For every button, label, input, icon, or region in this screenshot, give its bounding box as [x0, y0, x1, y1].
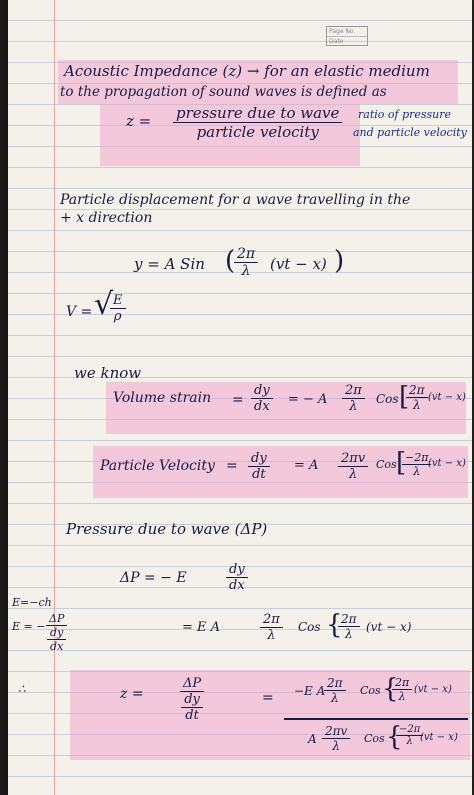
therefore-bullet: ∴ [18, 682, 26, 696]
final-num-ea: −E A [294, 684, 326, 698]
ratio-note-1: ratio of pressure [358, 108, 452, 121]
final-main-fraction-bar [284, 718, 468, 720]
final-den-a: A [308, 732, 317, 746]
displacement-line-1: Particle displacement for a wave travelling in the [60, 192, 411, 208]
volume-strain-two-pi-lambda: $\frac{2\pi}{\lambda}$ [342, 383, 365, 414]
delta-p-vt-x: (vt − x) [366, 620, 412, 634]
y-equation-lhs: y = A Sin [134, 255, 205, 273]
particle-velocity-cos: Cos [376, 458, 397, 471]
particle-velocity-eq: = [226, 458, 238, 474]
delta-p-two-pi-lambda: $\frac{2\pi}{\lambda}$ [260, 612, 283, 643]
final-eq: = [262, 690, 274, 706]
particle-velocity-dy-dt: $\frac{dy}{dt}$ [248, 451, 270, 482]
volume-strain-dy-dx: $\frac{dy}{dx}$ [251, 383, 273, 414]
z-num-pressure: pressure due to wave [173, 104, 342, 123]
particle-velocity-vt-x: (vt − x) [428, 458, 466, 469]
ratio-note-2: and particle velocity [353, 126, 467, 139]
y-paren-close: ) [334, 246, 345, 276]
final-num-vt-x: (vt − x) [414, 684, 452, 695]
volume-strain-label: Volume strain [113, 390, 212, 406]
intro-line-1: Acoustic Impedance (z) → for an elastic medium [64, 62, 430, 80]
final-dp-over-dy-dt: ΔP dy dt [180, 676, 204, 723]
z-definition-lhs: z = [126, 112, 152, 130]
side-note-2: E = − [12, 620, 46, 633]
final-num-two-pi-lambda: $\frac{2\pi}{\lambda}$ [324, 676, 346, 705]
volume-strain-cos: Cos [376, 392, 399, 406]
delta-p-expansion-eq: = E A [182, 620, 221, 635]
volume-strain-minus-a: = − A [288, 392, 328, 407]
volume-strain-inner: $\frac{2\pi}{\lambda}$ [406, 383, 428, 412]
volume-strain-vt-x: (vt − x) [428, 392, 466, 403]
we-know-label: we know [74, 364, 142, 382]
y-paren-open: ( [225, 246, 236, 276]
notebook-binding [0, 0, 8, 795]
delta-p-inner: $\frac{2\pi}{\lambda}$ [338, 612, 360, 641]
particle-velocity-bracket: [ [396, 448, 407, 478]
final-num-brace: { [382, 674, 399, 704]
margin-line [54, 0, 55, 795]
final-den-inner: $\frac{-2\pi}{\lambda}$ [396, 724, 423, 747]
page-header-box [326, 26, 368, 46]
v-e-over-rho: $\frac{E}{\rho}$ [110, 293, 126, 324]
z-definition-fraction [173, 104, 342, 141]
intro-line-2: to the propagation of sound waves is defined as [60, 84, 387, 100]
volume-strain-eq: = [232, 392, 244, 408]
delta-p-cos: Cos [298, 620, 321, 634]
page-no-label: Page No. [329, 28, 356, 35]
final-den-cos: Cos [364, 732, 385, 745]
displacement-line-2: + x direction [60, 210, 153, 226]
volume-strain-bracket: [ [399, 382, 410, 412]
notebook-page [8, 0, 472, 795]
particle-velocity-a: = A [294, 458, 319, 473]
particle-velocity-inner: $\frac{-2\pi}{\lambda}$ [402, 451, 431, 478]
side-note-1: E=−ch [12, 596, 52, 609]
y-two-pi-over-lambda: $\frac{2\pi}{\lambda}$ [234, 246, 258, 279]
side-note-fraction: ΔP dy dx [46, 612, 67, 653]
delta-p-lhs: ΔP = − E [120, 570, 187, 586]
pressure-heading: Pressure due to wave (ΔP) [66, 520, 268, 538]
particle-velocity-two-pi-v-lambda: $\frac{2\pi v}{\lambda}$ [338, 451, 368, 482]
final-den-vt-x: (vt − x) [420, 732, 458, 743]
delta-p-brace: { [326, 610, 343, 640]
final-z-lhs: z = [120, 686, 144, 702]
final-den-brace: { [386, 722, 403, 752]
sqrt-sign: √ [94, 287, 114, 322]
particle-velocity-label: Particle Velocity [100, 458, 215, 474]
date-label: Date [327, 36, 367, 46]
z-den-velocity: particle velocity [196, 123, 319, 141]
v-equation-lhs: V = [66, 304, 93, 320]
final-num-inner: $\frac{2\pi}{\lambda}$ [392, 676, 412, 703]
delta-p-dy-dx: $\frac{dy}{dx}$ [226, 562, 248, 593]
final-num-cos: Cos [360, 684, 381, 697]
y-vt-x: (vt − x) [270, 255, 327, 273]
final-den-two-pi-v-lambda: $\frac{2\pi v}{\lambda}$ [322, 724, 350, 753]
